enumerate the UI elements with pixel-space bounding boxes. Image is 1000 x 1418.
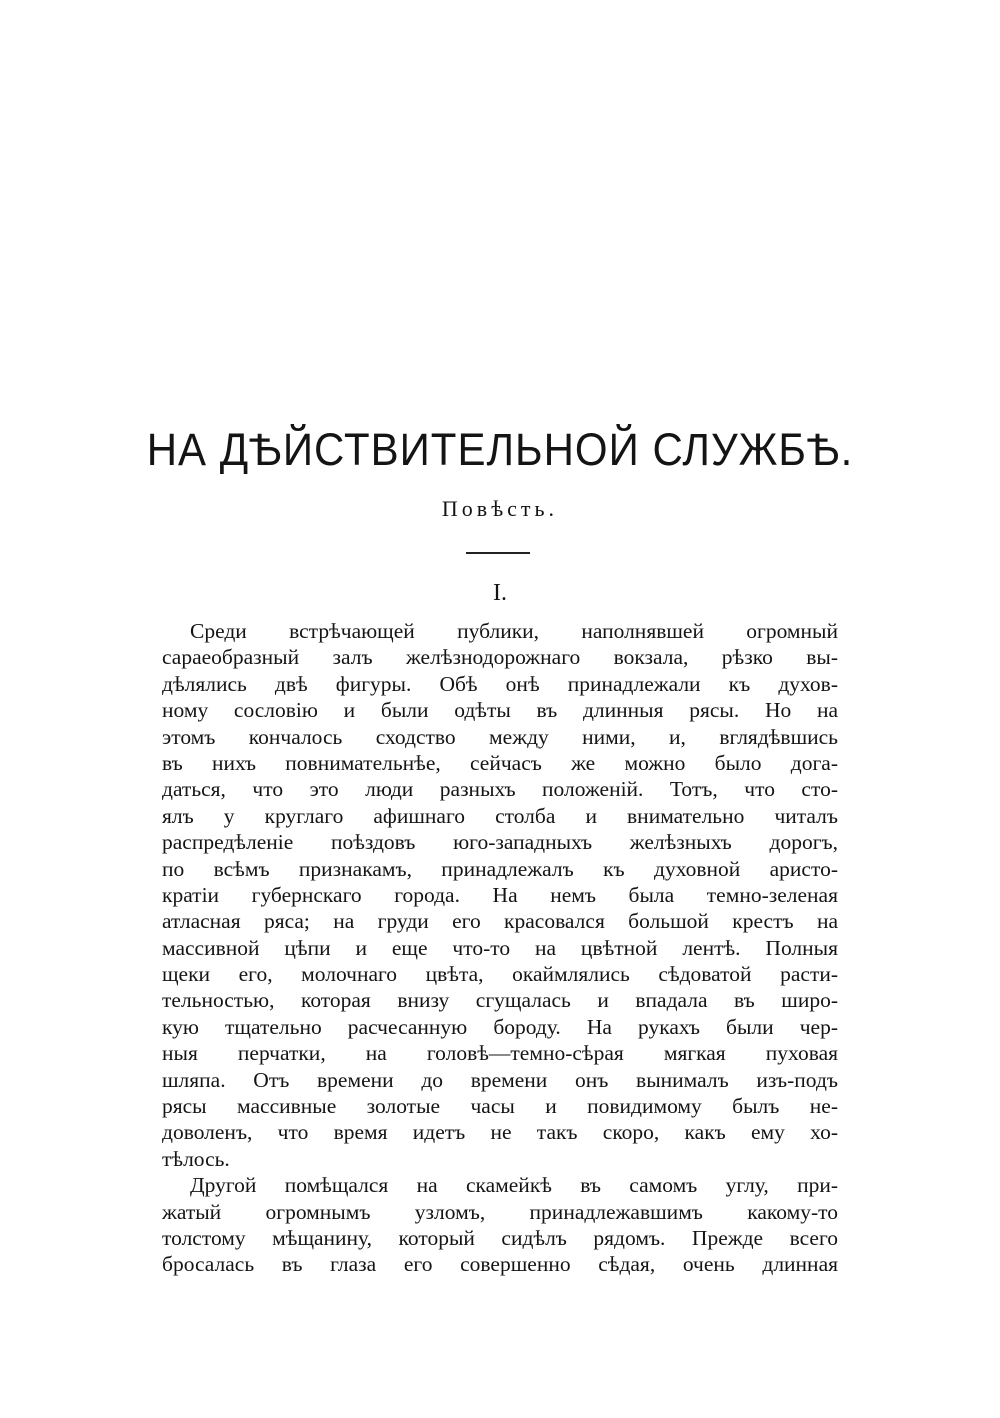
text-line: рясы массивные золотые часы и повидимому былъ не- [162,1094,838,1119]
text-line: ялъ у круглаго афишнаго столба и внимательно читалъ [162,803,838,828]
text-line: тельностью, которая внизу сгущалась и впадала въ широ- [162,988,838,1013]
paragraph-2 [162,1172,838,1278]
text-line: кратіи губернскаго города. На немъ была темно-зеленая [162,882,838,907]
text-line: по всѣмъ признакамъ, принадлежалъ къ духовной аристо- [162,856,838,881]
story-title: НА ДѢЙСТВИТЕЛЬНОЙ СЛУЖБѢ. [146,424,854,475]
text-line: даться, что это люди разныхъ положеній. Тотъ, что сто- [162,777,838,802]
text-line: бросалась въ глаза его совершенно сѣдая, очень длинная [162,1252,838,1277]
text-line: атласная ряса; на груди его красовался большой крестъ на [162,909,838,934]
text-line: толстому мѣщанину, который сидѣлъ рядомъ. Прежде всего [162,1225,838,1250]
text-line: Среди встрѣчающей публики, наполнявшей огромный [190,619,838,643]
text-line: кую тщательно расчесанную бороду. На рукахъ были чер- [162,1014,838,1039]
body-text [162,618,838,1278]
text-line: ныя перчатки, на головѣ—темно-сѣрая мягкая пуховая [162,1041,838,1066]
text-line: доволенъ, что время идетъ не такъ скоро, какъ ему хо- [162,1120,838,1145]
text-line: Другой помѣщался на скамейкѣ въ самомъ углу, при- [190,1173,838,1198]
paragraph-1 [162,618,838,1172]
text-line: распредѣленіе поѣздовъ юго-западныхъ желѣзныхъ дорогъ, [162,830,838,855]
text-line: этомъ кончалось сходство между ними, и, вглядѣвшись [162,724,838,749]
text-line: ному сословію и были одѣты въ длинныя рясы. Но на [162,698,838,723]
text-line: шляпа. Отъ времени до времени онъ вынималъ изъ-подъ [162,1067,838,1092]
text-line: щеки его, молочнаго цвѣта, окаймлялись сѣдоватой расти- [162,962,838,987]
text-line: жатый огромнымъ узломъ, принадлежавшимъ какому-то [162,1199,838,1224]
story-subtitle: Повѣсть. [441,496,559,521]
text-line: дѣлялись двѣ фигуры. Обѣ онѣ принадлежали къ духов- [162,671,838,696]
text-line: тѣлось. [162,1146,230,1171]
text-line: въ нихъ повнимательнѣе, сейчасъ же можно было дога- [162,750,838,775]
title-divider [466,552,530,554]
chapter-number: I. [493,580,507,606]
text-line: сараеобразный залъ желѣзнодорожнаго вокзала, рѣзко вы- [162,645,838,670]
text-line: массивной цѣпи и еще что-то на цвѣтной лентѣ. Полныя [162,935,838,960]
